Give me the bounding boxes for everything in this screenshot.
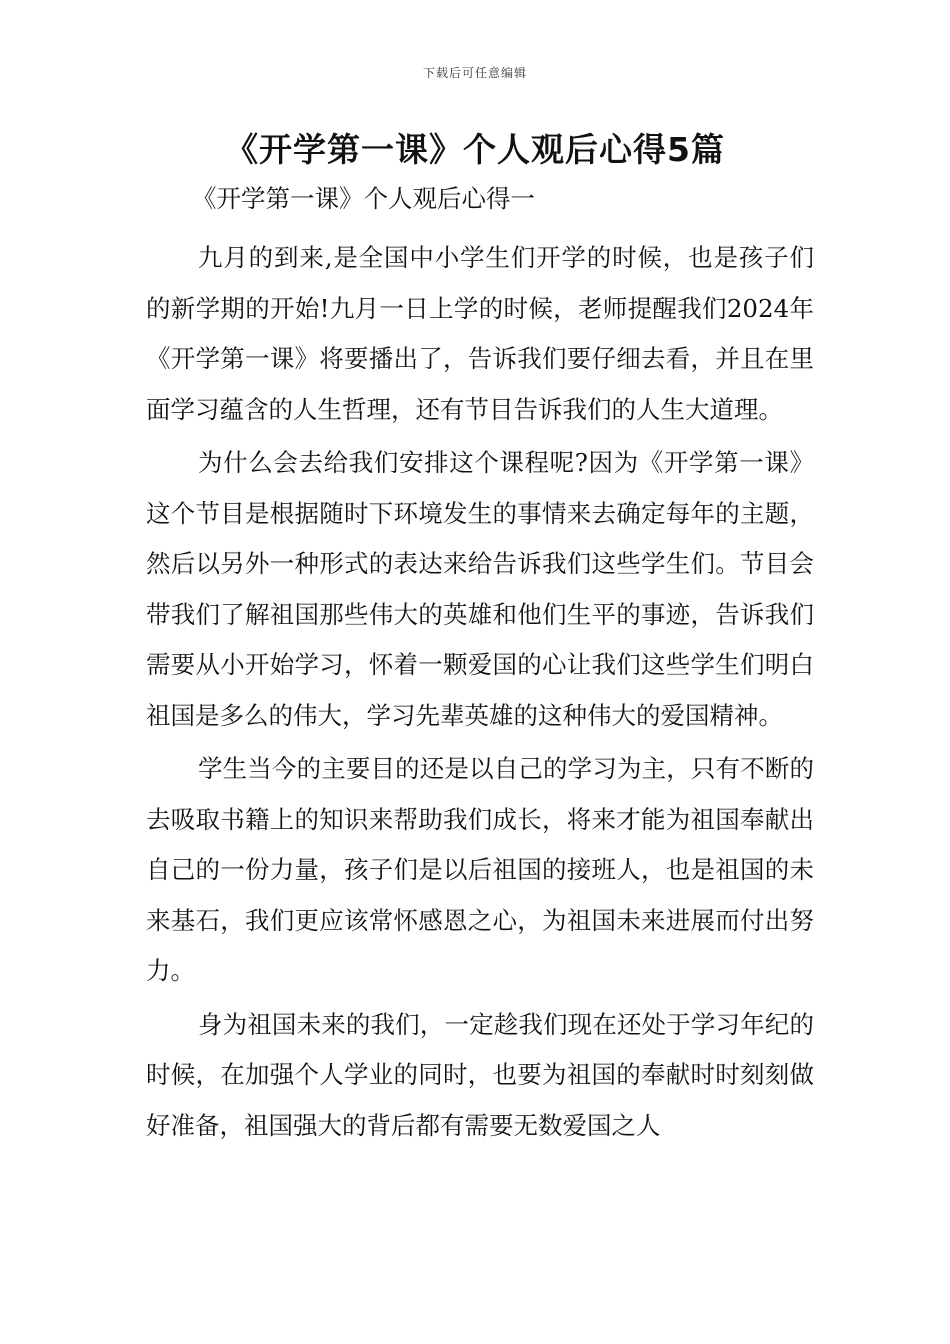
- document-title: 《开学第一课》个人观后心得5篇: [225, 130, 725, 169]
- header-note: 下载后可任意编辑: [422, 66, 527, 80]
- document-body: [146, 184, 814, 1154]
- paragraph: 学生当今的主要目的还是以自己的学习为主，只有不断的去吸取书籍上的知识来帮助我们成长，将来才能为祖国奉献出自己的一份力量，孩子们是以后祖国的接班人，也是祖国的未来基石，我们更应该常怀感恩之心，为祖国未来进展而付出努力。: [146, 754, 814, 985]
- paragraph: 为什么会去给我们安排这个课程呢?因为《开学第一课》这个节目是根据随时下环境发生的事情来去确定每年的主题，然后以另外一种形式的表达来给告诉我们这些学生们。节目会带我们了解祖国那些伟大的英雄和他们生平的事迹，告诉我们需要从小开始学习，怀着一颗爱国的心让我们这些学生们明白祖国是多么的伟大，学习先辈英雄的这种伟大的爱国精神。: [146, 448, 814, 730]
- paragraph: 九月的到来,是全国中小学生们开学的时候，也是孩子们的新学期的开始!九月一日上学的时候，老师提醒我们2024年《开学第一课》将要播出了，告诉我们要仔细去看，并且在里面学习蕴含的人生哲理，还有节目告诉我们的人生大道理。: [146, 243, 814, 424]
- paragraph: 身为祖国未来的我们，一定趁我们现在还处于学习年纪的时候，在加强个人学业的同时，也要为祖国的奉献时时刻刻做好准备，祖国强大的背后都有需要无数爱国之人: [146, 1009, 814, 1140]
- section-subtitle: 《开学第一课》个人观后心得一: [192, 184, 535, 213]
